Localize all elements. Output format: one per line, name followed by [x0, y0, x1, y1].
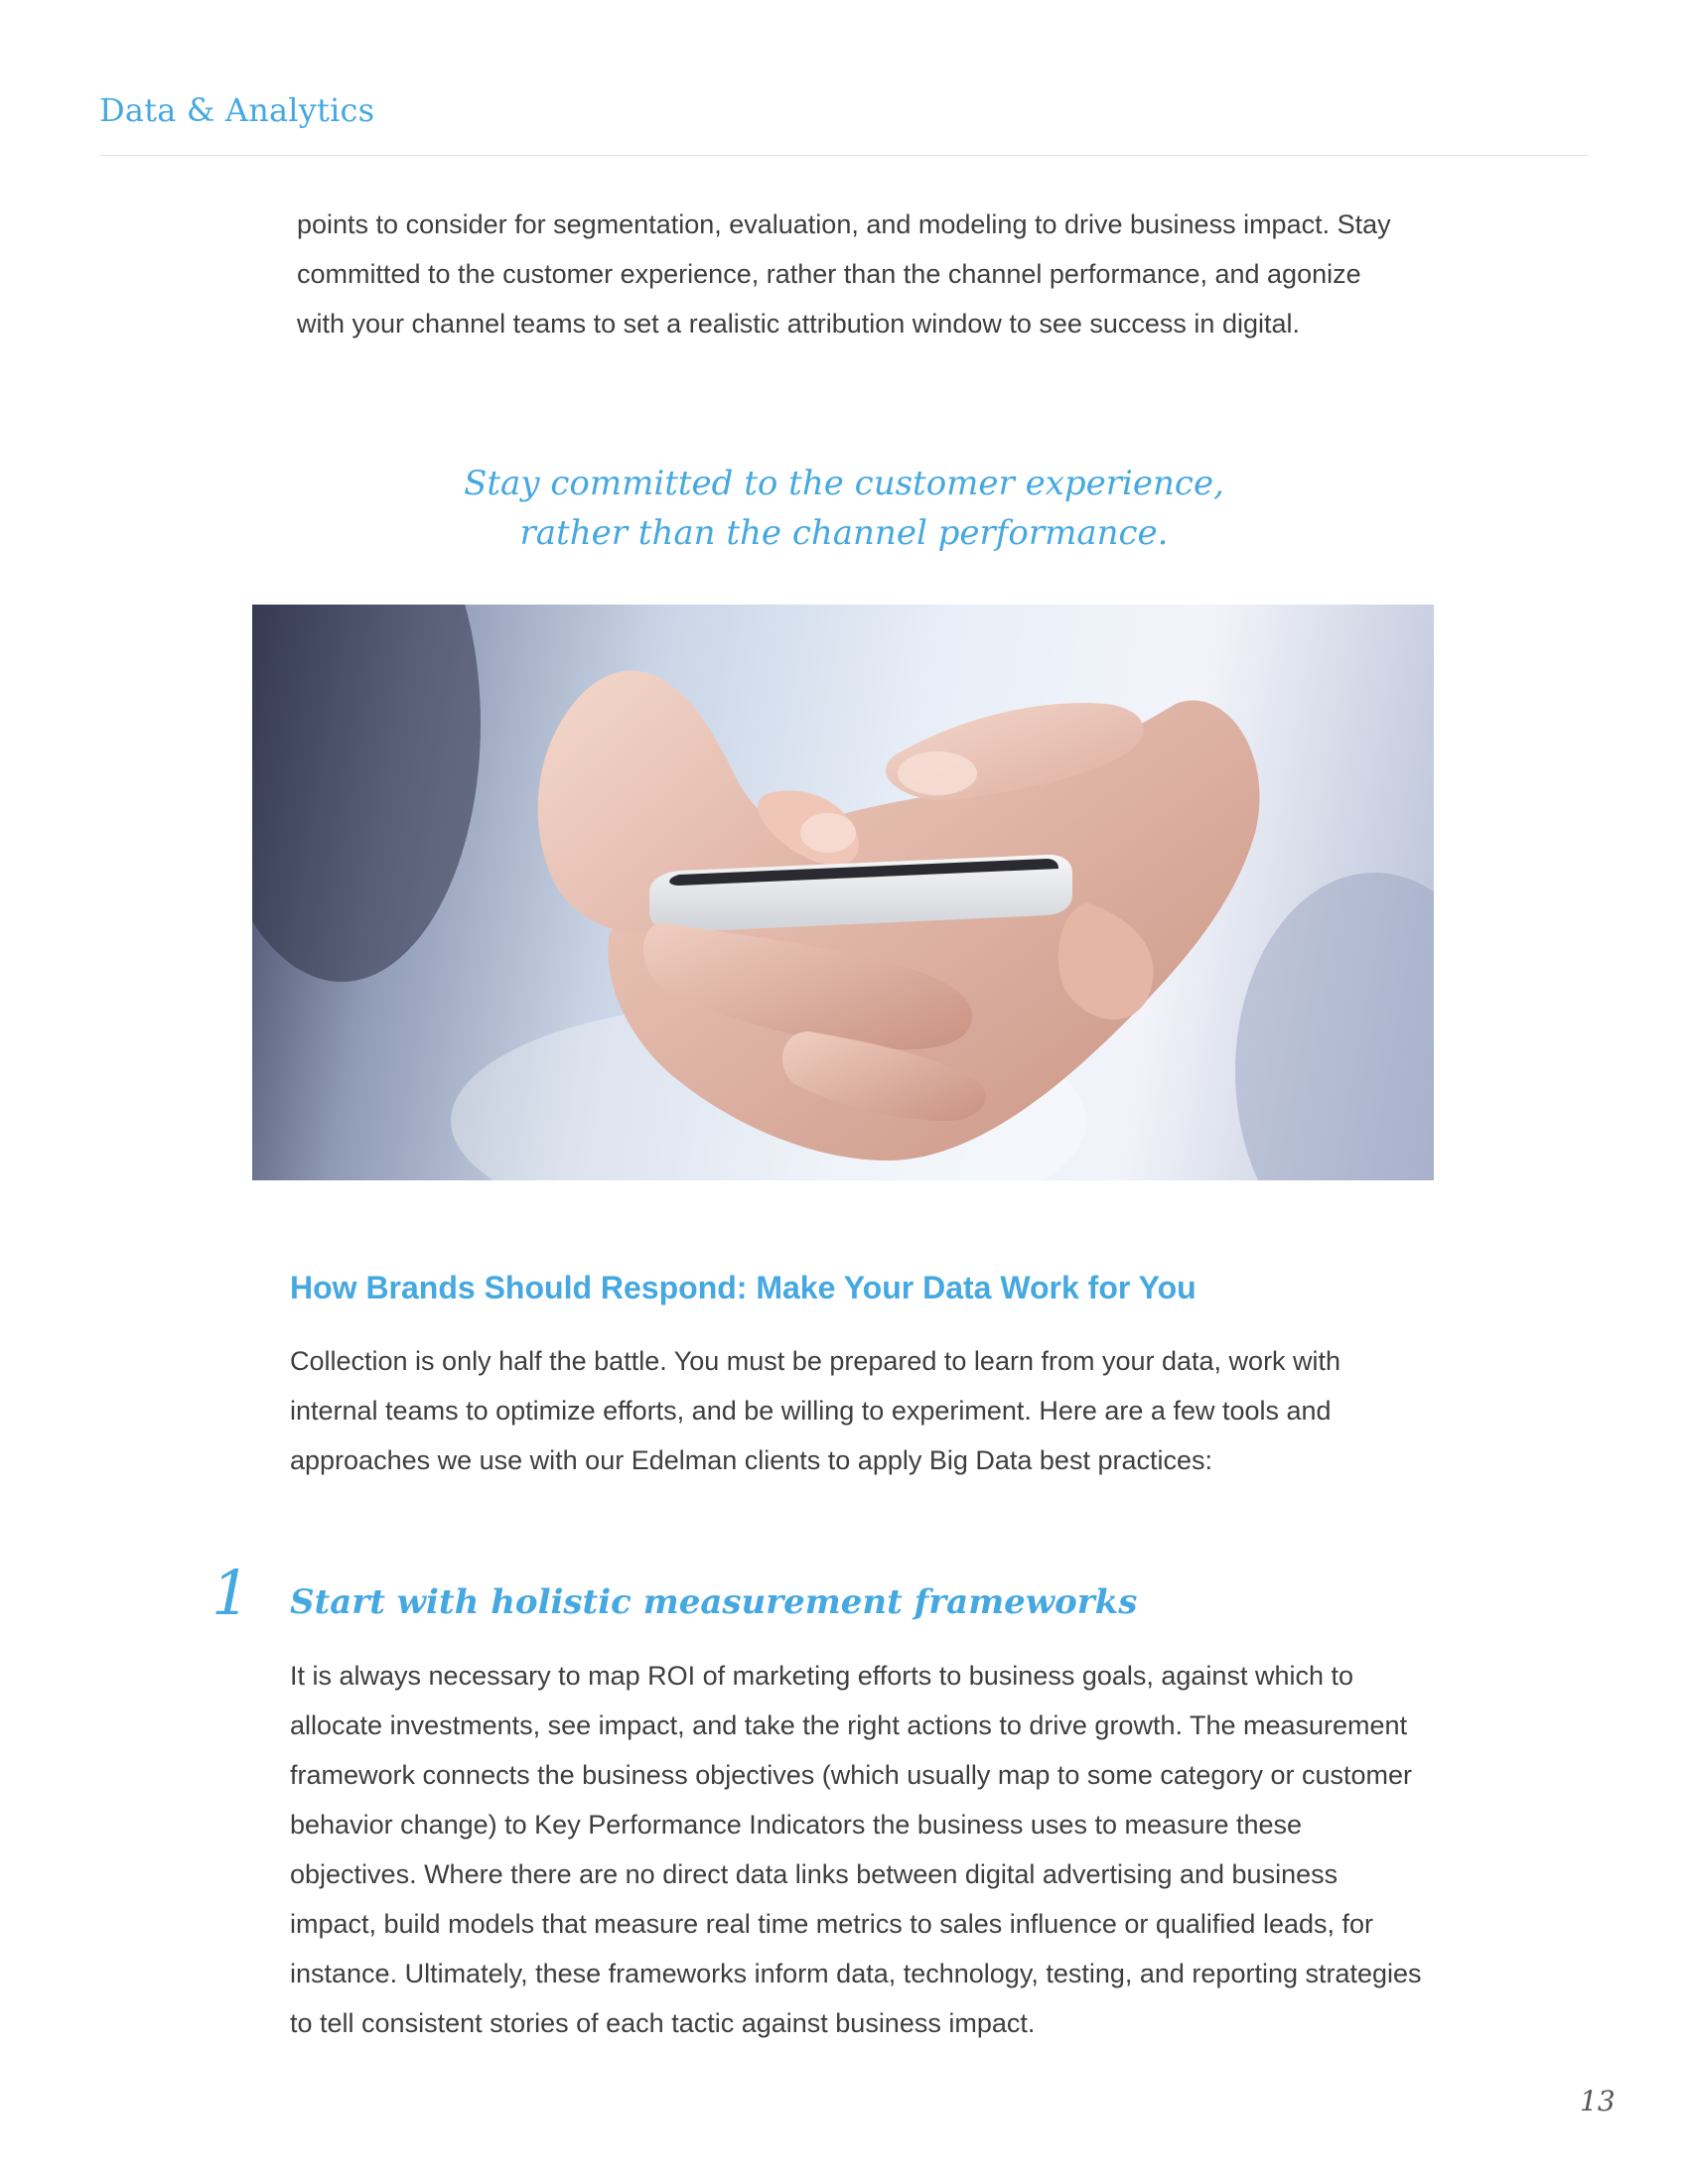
item-title: Start with holistic measurement frameworks — [290, 1582, 1138, 1622]
item-paragraph: It is always necessary to map ROI of marketing efforts to business goals, against which to allocate investments, see impact, and take the right actions to drive growth. The measurement framework connects the business objectives (which usually map to some category or customer behavior change) to Key Performance Indicators the business uses to measure these objectives. Where there are no direct data links between digital advertising and business impact, build models that measure real time metrics to sales influence or qualified leads, for instance. Ultimately, these frameworks inform data, technology, testing, and reporting strategies to tell consistent stories of each tactic against business impact. — [290, 1661, 1422, 2038]
item-number: 1 — [211, 1557, 251, 1629]
page-header — [99, 91, 1589, 156]
intro-paragraph: points to consider for segmentation, evaluation, and modeling to drive business impact. Stay committed to the customer experience, rather than the channel performance, and agonize with your channel teams to set a realistic attribution window to see success in digital. — [297, 209, 1391, 339]
pull-quote-line-1: Stay committed to the customer experience, — [464, 464, 1224, 503]
header-title: Data & Analytics — [99, 91, 375, 129]
section-paragraph: Collection is only half the battle. You must be prepared to learn from your data, work with internal teams to optimize efforts, and be willing to experiment. Here are a few tools and approaches we use with our Edelman clients to apply Big Data best practices: — [290, 1346, 1341, 1475]
section-heading: How Brands Should Respond: Make Your Data Work for You — [290, 1270, 1196, 1305]
hands-smartphone-photo — [252, 605, 1434, 1180]
page-number: 13 — [1580, 2085, 1616, 2117]
pull-quote — [298, 459, 1390, 558]
pull-quote-line-2: rather than the channel performance. — [519, 513, 1169, 553]
